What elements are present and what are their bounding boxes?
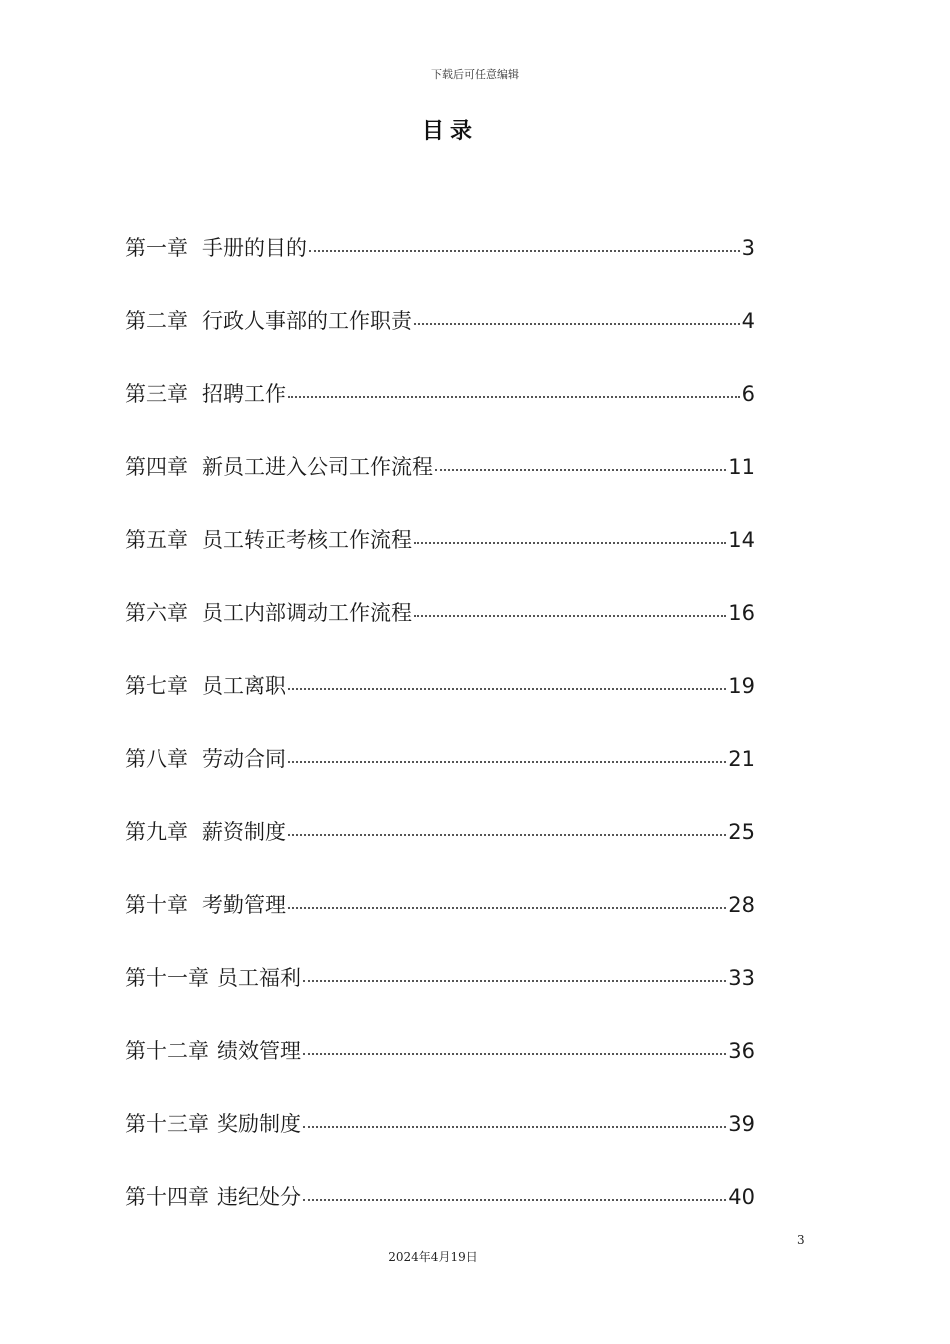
toc-page-number: 21 (728, 747, 755, 771)
toc-chapter-label: 第十二章 (125, 1039, 209, 1063)
toc-entry[interactable] (125, 962, 755, 1035)
toc-chapter-name: 员工转正考核工作流程 (202, 528, 412, 552)
toc-chapter-label: 第八章 (125, 747, 188, 771)
toc-chapter-label: 第三章 (125, 382, 188, 406)
toc-chapter-name: 新员工进入公司工作流程 (202, 455, 433, 479)
toc-chapter-name: 手册的目的 (202, 236, 307, 260)
dot-leader (435, 469, 726, 471)
toc-entry[interactable] (125, 305, 755, 378)
dot-leader (414, 323, 740, 325)
toc-chapter-label: 第九章 (125, 820, 188, 844)
toc-chapter-name: 绩效管理 (217, 1039, 301, 1063)
toc-chapter-label: 第二章 (125, 309, 188, 333)
toc-chapter-name: 奖励制度 (217, 1112, 301, 1136)
toc-chapter-name: 劳动合同 (202, 747, 286, 771)
toc-entry[interactable] (125, 451, 755, 524)
toc-page-number: 6 (741, 382, 755, 406)
toc-chapter-name: 考勤管理 (202, 893, 286, 917)
toc-chapter-label: 第十四章 (125, 1185, 209, 1209)
dot-leader (303, 1053, 726, 1055)
header-note: 下载后可任意编辑 (431, 68, 519, 81)
toc-entry[interactable] (125, 232, 755, 305)
toc-entry[interactable] (125, 378, 755, 451)
toc-entry[interactable] (125, 1181, 755, 1254)
toc-page-number: 14 (728, 528, 755, 552)
dot-leader (288, 396, 740, 398)
toc-chapter-name: 员工福利 (217, 966, 301, 990)
dot-leader (309, 250, 740, 252)
toc-title: 目录 (421, 119, 478, 144)
toc-page-number: 33 (728, 966, 755, 990)
toc-chapter-name: 员工离职 (202, 674, 286, 698)
toc-page-number: 40 (728, 1185, 755, 1209)
toc-chapter-label: 第十一章 (125, 966, 209, 990)
toc-chapter-label: 第一章 (125, 236, 188, 260)
dot-leader (303, 1199, 726, 1201)
toc-entry[interactable] (125, 816, 755, 889)
toc-chapter-name: 员工内部调动工作流程 (202, 601, 412, 625)
toc-list (125, 232, 755, 1254)
toc-chapter-label: 第十章 (125, 893, 188, 917)
page-number: 3 (797, 1233, 805, 1247)
dot-leader (303, 1126, 726, 1128)
dot-leader (303, 980, 726, 982)
toc-entry[interactable] (125, 597, 755, 670)
dot-leader (414, 615, 726, 617)
toc-entry[interactable] (125, 1035, 755, 1108)
footer-date: 2024年4月19日 (388, 1250, 478, 1264)
toc-entry[interactable] (125, 670, 755, 743)
toc-page-number: 39 (728, 1112, 755, 1136)
toc-entry[interactable] (125, 743, 755, 816)
dot-leader (288, 688, 726, 690)
toc-page-number: 3 (741, 236, 755, 260)
toc-entry[interactable] (125, 1108, 755, 1181)
toc-page-number: 4 (741, 309, 755, 333)
toc-entry[interactable] (125, 889, 755, 962)
toc-chapter-label: 第四章 (125, 455, 188, 479)
dot-leader (288, 761, 726, 763)
toc-chapter-name: 违纪处分 (217, 1185, 301, 1209)
toc-page-number: 28 (728, 893, 755, 917)
toc-chapter-label: 第十三章 (125, 1112, 209, 1136)
dot-leader (414, 542, 726, 544)
toc-chapter-label: 第六章 (125, 601, 188, 625)
toc-page-number: 11 (728, 455, 755, 479)
dot-leader (288, 907, 726, 909)
toc-page-number: 25 (728, 820, 755, 844)
dot-leader (288, 834, 726, 836)
toc-chapter-label: 第七章 (125, 674, 188, 698)
toc-chapter-name: 招聘工作 (202, 382, 286, 406)
toc-page-number: 19 (728, 674, 755, 698)
toc-entry[interactable] (125, 524, 755, 597)
toc-page-number: 36 (728, 1039, 755, 1063)
toc-page-number: 16 (728, 601, 755, 625)
toc-chapter-label: 第五章 (125, 528, 188, 552)
toc-chapter-name: 薪资制度 (202, 820, 286, 844)
toc-chapter-name: 行政人事部的工作职责 (202, 309, 412, 333)
